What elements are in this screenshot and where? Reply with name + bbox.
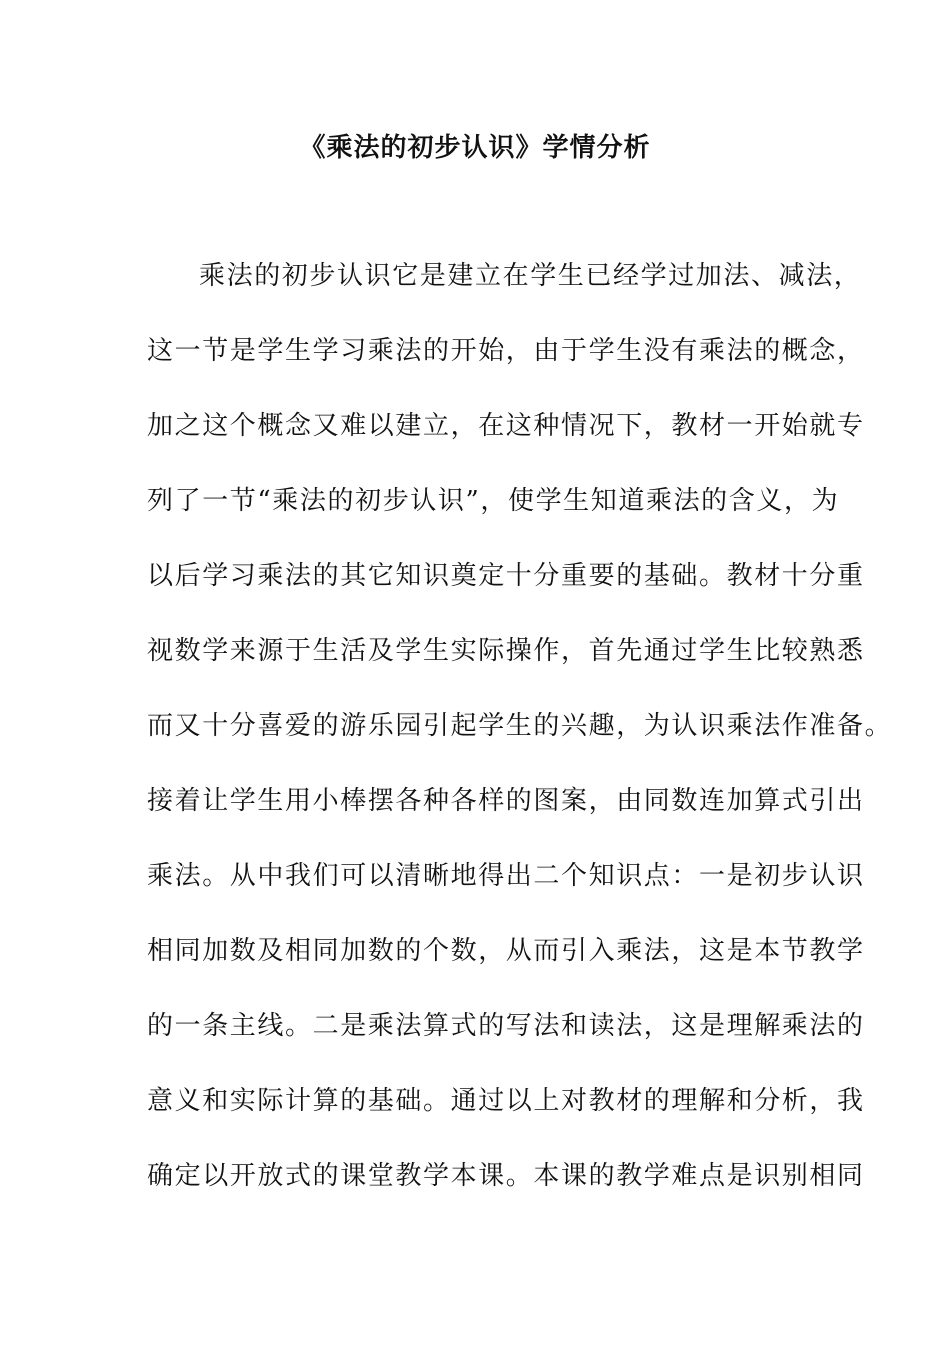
paragraph-line: 加之这个概念又难以建立，在这种情况下，教材一开始就专 [147,411,865,441]
paragraph-line: 以后学习乘法的其它知识奠定十分重要的基础。教材十分重 [147,561,865,591]
paragraph-line: 的一条主线。二是乘法算式的写法和读法，这是理解乘法的 [147,1011,865,1041]
paragraph-line: 意义和实际计算的基础。通过以上对教材的理解和分析，我 [147,1086,865,1116]
paragraph-line: 列了一节“乘法的初步认识”，使学生知道乘法的含义，为 [147,486,840,516]
paragraph-line: 这一节是学生学习乘法的开始，由于学生没有乘法的概念， [147,336,865,366]
paragraph-line: 确定以开放式的课堂教学本课。本课的教学难点是识别相同 [147,1161,865,1191]
paragraph-line: 相同加数及相同加数的个数，从而引入乘法，这是本节教学 [147,936,865,966]
paragraph-line: 接着让学生用小棒摆各种各样的图案，由同数连加算式引出 [147,786,865,816]
paragraph-line: 乘法的初步认识它是建立在学生已经学过加法、减法， [199,261,862,291]
document-title: 《乘法的初步认识》学情分析 [299,133,651,163]
paragraph-line: 乘法。从中我们可以清晰地得出二个知识点：一是初步认识 [147,861,865,891]
paragraph-line: 视数学来源于生活及学生实际操作，首先通过学生比较熟悉 [147,636,865,666]
paragraph-line: 而又十分喜爱的游乐园引起学生的兴趣，为认识乘法作准备。 [147,711,893,741]
